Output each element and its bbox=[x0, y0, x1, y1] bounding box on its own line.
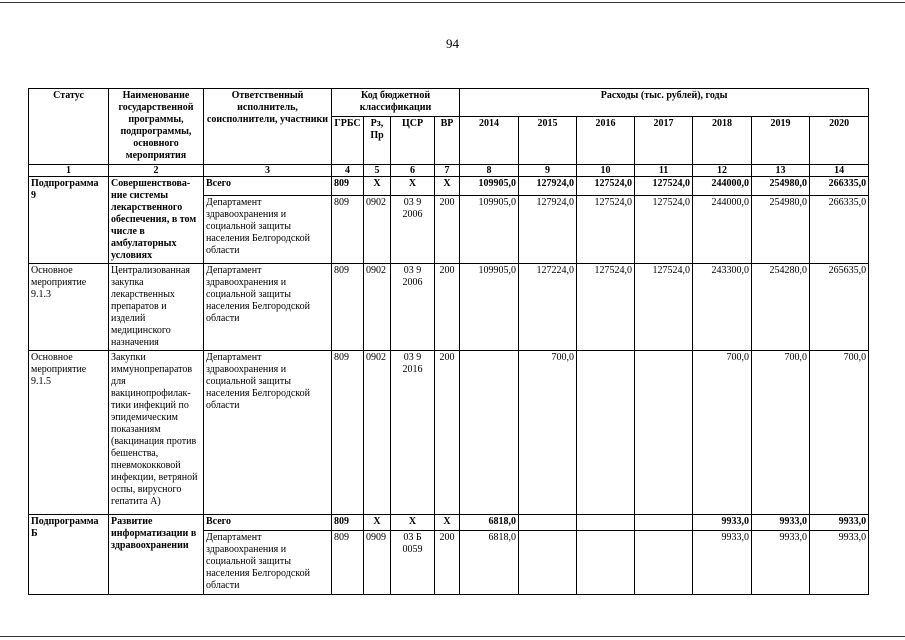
name-cell: Совершенствова-ние системы лекарственного обеспечения, в том числе в амбулаторных условиях bbox=[109, 177, 204, 264]
vr-cell: Х bbox=[435, 177, 460, 196]
value-cell: 266335,0 bbox=[810, 177, 869, 196]
responsible-cell: Департамент здравоохранения и социальной защиты населения Белгородской области bbox=[204, 351, 332, 515]
budget-table bbox=[28, 88, 869, 595]
header-expenses: Расходы (тыс. рублей), годы bbox=[460, 89, 869, 117]
header-year: 2016 bbox=[577, 117, 635, 165]
name-cell: Закупки иммунопрепаратов для вакцинопрофилак-тики инфекций по эпидемическим показаниям (вакцинация против бешенства, пневмококковой инфекции, ветряной оспы, вирусного гепатита А) bbox=[109, 351, 204, 515]
responsible-cell: Всего bbox=[204, 177, 332, 196]
header-rzpr: Рз, Пр bbox=[364, 117, 391, 165]
value-cell: 254280,0 bbox=[752, 264, 810, 351]
vr-cell: 200 bbox=[435, 264, 460, 351]
value-cell bbox=[577, 351, 635, 515]
value-cell: 9933,0 bbox=[810, 515, 869, 531]
value-cell: 127524,0 bbox=[635, 264, 693, 351]
csr-cell: 03 9 2006 bbox=[391, 264, 435, 351]
value-cell: 6818,0 bbox=[460, 531, 519, 595]
value-cell: 700,0 bbox=[519, 351, 577, 515]
value-cell: 700,0 bbox=[693, 351, 752, 515]
column-number: 8 bbox=[460, 165, 519, 177]
value-cell: 127524,0 bbox=[577, 177, 635, 196]
column-number: 3 bbox=[204, 165, 332, 177]
header-year: 2015 bbox=[519, 117, 577, 165]
value-cell: 127524,0 bbox=[577, 196, 635, 264]
csr-cell: 03 9 2006 bbox=[391, 196, 435, 264]
table-row bbox=[29, 515, 869, 531]
responsible-cell: Департамент здравоохранения и социальной защиты населения Белгородской области bbox=[204, 264, 332, 351]
grbs-cell: 809 bbox=[332, 515, 364, 531]
value-cell: 109905,0 bbox=[460, 177, 519, 196]
column-number: 12 bbox=[693, 165, 752, 177]
csr-cell: Х bbox=[391, 177, 435, 196]
value-cell: 127524,0 bbox=[635, 177, 693, 196]
value-cell: 265635,0 bbox=[810, 264, 869, 351]
rzpr-cell: Х bbox=[364, 515, 391, 531]
scan-edge-top bbox=[0, 2, 905, 3]
column-number: 1 bbox=[29, 165, 109, 177]
value-cell: 9933,0 bbox=[693, 531, 752, 595]
grbs-cell: 809 bbox=[332, 264, 364, 351]
status-cell: Основное мероприятие 9.1.5 bbox=[29, 351, 109, 515]
header-csr: ЦСР bbox=[391, 117, 435, 165]
rzpr-cell: 0909 bbox=[364, 531, 391, 595]
csr-cell: 03 9 2016 bbox=[391, 351, 435, 515]
column-number: 7 bbox=[435, 165, 460, 177]
header-budget-code: Код бюджетной классификации bbox=[332, 89, 460, 117]
value-cell: 9933,0 bbox=[752, 531, 810, 595]
table-row bbox=[29, 351, 869, 515]
column-number: 14 bbox=[810, 165, 869, 177]
column-number: 5 bbox=[364, 165, 391, 177]
header-year: 2018 bbox=[693, 117, 752, 165]
responsible-cell: Департамент здравоохранения и социальной защиты населения Белгородской области bbox=[204, 531, 332, 595]
column-number: 2 bbox=[109, 165, 204, 177]
column-number: 4 bbox=[332, 165, 364, 177]
header-year: 2019 bbox=[752, 117, 810, 165]
status-cell: Подпрограмма 9 bbox=[29, 177, 109, 264]
value-cell bbox=[519, 515, 577, 531]
header-vr: ВР bbox=[435, 117, 460, 165]
value-cell: 9933,0 bbox=[810, 531, 869, 595]
header-status: Статус bbox=[29, 89, 109, 165]
column-number: 13 bbox=[752, 165, 810, 177]
value-cell: 6818,0 bbox=[460, 515, 519, 531]
table-row bbox=[29, 177, 869, 196]
value-cell: 109905,0 bbox=[460, 196, 519, 264]
column-number: 11 bbox=[635, 165, 693, 177]
header-responsible: Ответственный исполнитель, соисполнители, участники bbox=[204, 89, 332, 165]
csr-cell: 03 Б 0059 bbox=[391, 531, 435, 595]
value-cell bbox=[635, 531, 693, 595]
rzpr-cell: 0902 bbox=[364, 351, 391, 515]
value-cell bbox=[460, 351, 519, 515]
responsible-cell: Департамент здравоохранения и социальной защиты населения Белгородской области bbox=[204, 196, 332, 264]
csr-cell: Х bbox=[391, 515, 435, 531]
vr-cell: 200 bbox=[435, 531, 460, 595]
value-cell bbox=[519, 531, 577, 595]
value-cell: 9933,0 bbox=[693, 515, 752, 531]
value-cell: 700,0 bbox=[810, 351, 869, 515]
value-cell bbox=[635, 351, 693, 515]
value-cell: 266335,0 bbox=[810, 196, 869, 264]
value-cell bbox=[577, 515, 635, 531]
name-cell: Централизованная закупка лекарственных препаратов и изделий медицинского назначения bbox=[109, 264, 204, 351]
value-cell: 9933,0 bbox=[752, 515, 810, 531]
column-number: 9 bbox=[519, 165, 577, 177]
value-cell: 127924,0 bbox=[519, 196, 577, 264]
responsible-cell: Всего bbox=[204, 515, 332, 531]
rzpr-cell: Х bbox=[364, 177, 391, 196]
grbs-cell: 809 bbox=[332, 177, 364, 196]
value-cell: 127924,0 bbox=[519, 177, 577, 196]
scan-edge-bottom bbox=[0, 636, 905, 637]
vr-cell: Х bbox=[435, 515, 460, 531]
status-cell: Подпрограмма Б bbox=[29, 515, 109, 595]
status-cell: Основное мероприятие 9.1.3 bbox=[29, 264, 109, 351]
value-cell: 243300,0 bbox=[693, 264, 752, 351]
name-cell: Развитие информатизации в здравоохранении bbox=[109, 515, 204, 595]
header-grbs: ГРБС bbox=[332, 117, 364, 165]
header-year: 2014 bbox=[460, 117, 519, 165]
table-row bbox=[29, 264, 869, 351]
grbs-cell: 809 bbox=[332, 531, 364, 595]
value-cell: 254980,0 bbox=[752, 196, 810, 264]
header-name: Наименование государственной программы, подпрограммы, основного мероприятия bbox=[109, 89, 204, 165]
header-year: 2020 bbox=[810, 117, 869, 165]
value-cell: 254980,0 bbox=[752, 177, 810, 196]
value-cell: 127224,0 bbox=[519, 264, 577, 351]
value-cell: 700,0 bbox=[752, 351, 810, 515]
value-cell: 127524,0 bbox=[577, 264, 635, 351]
vr-cell: 200 bbox=[435, 196, 460, 264]
vr-cell: 200 bbox=[435, 351, 460, 515]
column-number: 6 bbox=[391, 165, 435, 177]
value-cell bbox=[577, 531, 635, 595]
column-number: 10 bbox=[577, 165, 635, 177]
value-cell: 127524,0 bbox=[635, 196, 693, 264]
grbs-cell: 809 bbox=[332, 351, 364, 515]
header-year: 2017 bbox=[635, 117, 693, 165]
rzpr-cell: 0902 bbox=[364, 196, 391, 264]
grbs-cell: 809 bbox=[332, 196, 364, 264]
value-cell: 109905,0 bbox=[460, 264, 519, 351]
page-number: 94 bbox=[446, 36, 459, 51]
rzpr-cell: 0902 bbox=[364, 264, 391, 351]
value-cell: 244000,0 bbox=[693, 196, 752, 264]
value-cell: 244000,0 bbox=[693, 177, 752, 196]
value-cell bbox=[635, 515, 693, 531]
